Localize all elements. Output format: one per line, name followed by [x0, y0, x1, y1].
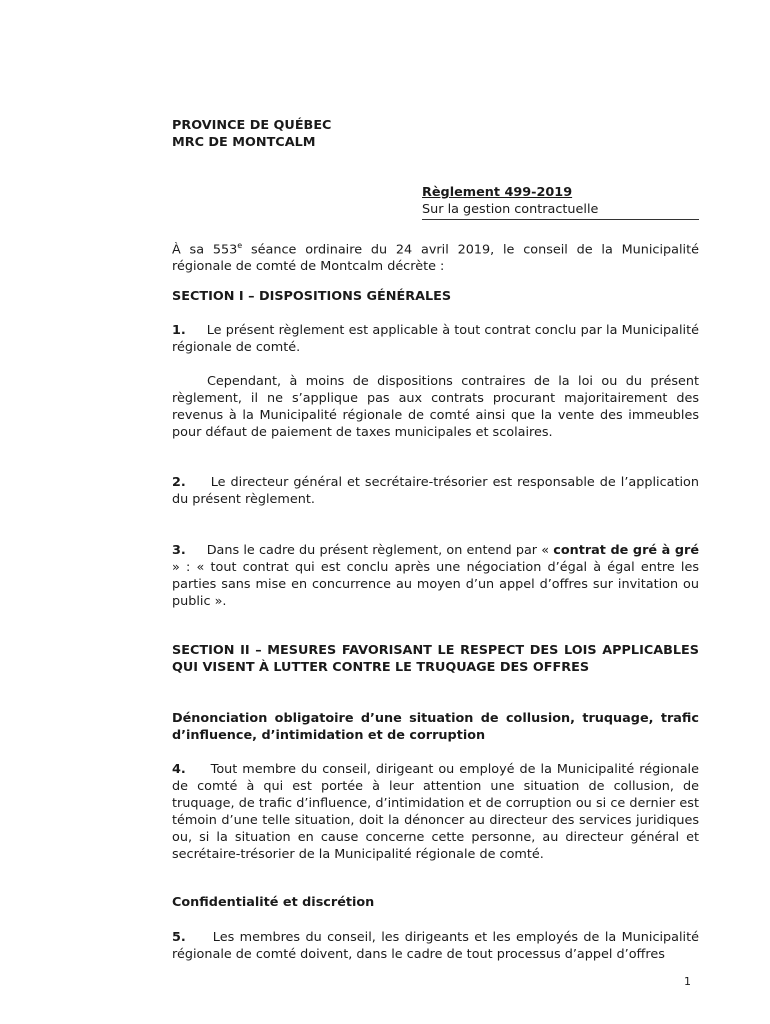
article-4 [172, 761, 699, 863]
province-heading: PROVINCE DE QUÉBEC [172, 118, 332, 133]
section2-subheading-2: Confidentialité et discrétion [172, 895, 375, 910]
section2-heading: SECTION II – MESURES FAVORISANT LE RESPECT DES LOIS APPLICABLES QUI VISENT À LUTTER CONTRE LE TRUQUAGE DES OFFRES [172, 643, 699, 675]
article-3 [172, 542, 699, 610]
article-3-number: 3. [172, 543, 186, 558]
article-2-number: 2. [172, 475, 186, 490]
article-3-text-before: Dans le cadre du présent règlement, on entend par « [206, 543, 554, 558]
section2-subheading-1: Dénonciation obligatoire d’une situation de collusion, truquage, trafic d’influence, d’intimidation et de corruption [172, 711, 699, 743]
article-2-text: Le directeur général et secrétaire-trésorier est responsable de l’application du présent règlement. [172, 475, 699, 507]
intro-part1: À sa 553 [172, 242, 238, 258]
article-4-number: 4. [172, 762, 186, 777]
article-5-number: 5. [172, 930, 186, 945]
article-1-text: Le présent règlement est applicable à tout contrat conclu par la Municipalité régionale de comté. [172, 323, 699, 355]
intro-part2: séance ordinaire du 24 avril 2019, le conseil de la Municipalité régionale de comté de Montcalm décrète : [172, 242, 699, 275]
page-number: 1 [684, 975, 691, 988]
article-3-term: contrat de gré à gré [553, 543, 699, 558]
article-4-text: Tout membre du conseil, dirigeant ou employé de la Municipalité régionale de comté à qui est portée à leur attention une situation de collusion, de truquage, de trafic d’influence, d’intimidation et de corruption ou si ce dernier est témoin d’une telle situation, doit la dénoncer au directeur des services juridiques ou, si la situation en cause concerne cette personne, au directeur général et secrétaire-trésorier de la Municipalité régionale de comté. [172, 762, 699, 862]
article-5 [172, 929, 699, 963]
article-1-number: 1. [172, 323, 186, 338]
article-5-text: Les membres du conseil, les dirigeants et les employés de la Municipalité régionale de comté doivent, dans le cadre de tout processus d’appel d’offres [172, 930, 699, 962]
intro-superscript: e [237, 241, 243, 250]
regulation-title: Règlement 499-2019 [422, 185, 573, 200]
intro-paragraph [172, 237, 699, 275]
regulation-block [422, 184, 699, 220]
article-3-text-after: » : « tout contrat qui est conclu après une négociation d’égal à égal entre les parties sans mise en concurrence au moyen d’un appel d’offres sur invitation ou public ». [172, 560, 699, 609]
section1-heading: SECTION I – DISPOSITIONS GÉNÉRALES [172, 289, 452, 304]
mrc-heading: MRC DE MONTCALM [172, 135, 316, 150]
article-1 [172, 322, 699, 356]
article-2 [172, 474, 699, 508]
article-1-paragraph-2: Cependant, à moins de dispositions contraires de la loi ou du présent règlement, il ne s’applique pas aux contrats procurant majoritairement des revenus à la Municipalité régionale de comté ainsi que la vente des immeubles pour défaut de paiement de taxes municipales et scolaires. [172, 374, 699, 440]
regulation-subtitle: Sur la gestion contractuelle [422, 201, 699, 220]
